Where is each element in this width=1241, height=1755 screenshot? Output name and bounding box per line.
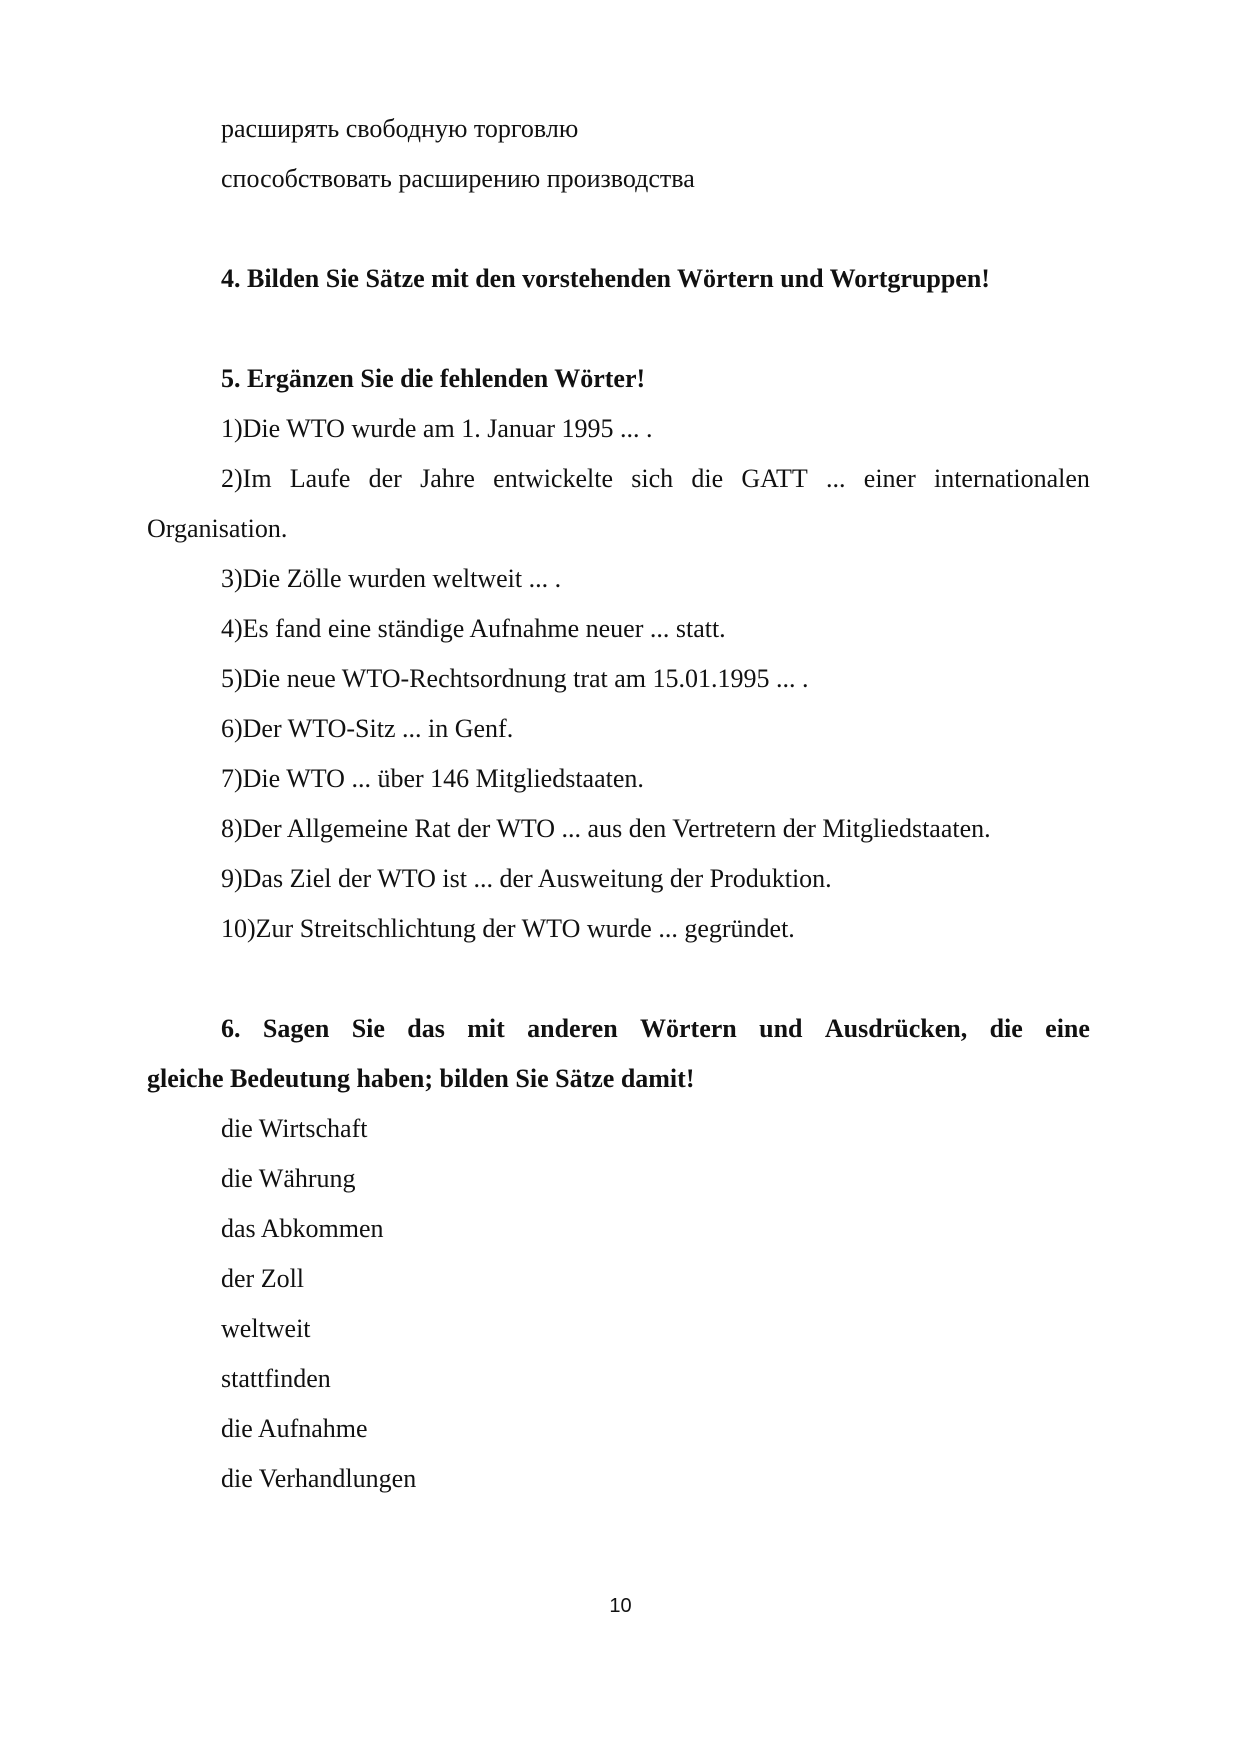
word: internationalen bbox=[933, 464, 1090, 493]
vocab-word: das Abkommen bbox=[221, 1214, 384, 1243]
word: anderen bbox=[527, 1014, 618, 1043]
exercise-item-7: 7)Die WTO ... über 146 Mitgliedstaaten. bbox=[221, 764, 644, 793]
word: GATT bbox=[741, 464, 808, 493]
word: sich bbox=[631, 464, 674, 493]
word: eine bbox=[1045, 1014, 1090, 1043]
exercise-item-9: 9)Das Ziel der WTO ist ... der Ausweitung der Produktion. bbox=[221, 864, 832, 893]
page-number: 10 bbox=[609, 1595, 632, 1617]
vocab-line: способствовать расширению производства bbox=[221, 164, 695, 193]
task-6-heading bbox=[221, 1013, 1090, 1045]
word: mit bbox=[467, 1014, 505, 1043]
word: das bbox=[407, 1014, 445, 1043]
word: einer bbox=[863, 464, 916, 493]
vocab-word: die Währung bbox=[221, 1164, 356, 1193]
exercise-item-8: 8)Der Allgemeine Rat der WTO ... aus den Vertretern der Mitgliedstaaten. bbox=[221, 814, 991, 843]
word: entwickelte bbox=[493, 464, 614, 493]
word: der bbox=[368, 464, 402, 493]
word: ... bbox=[826, 464, 846, 493]
task-4-heading: 4. Bilden Sie Sätze mit den vorstehenden Wörtern und Wortgruppen! bbox=[221, 264, 990, 293]
vocab-word: die Verhandlungen bbox=[221, 1464, 417, 1493]
word: Ausdrücken, bbox=[824, 1014, 968, 1043]
task-6-heading-continuation: gleiche Bedeutung haben; bilden Sie Sätze damit! bbox=[147, 1064, 695, 1093]
vocab-word: die Aufnahme bbox=[221, 1414, 368, 1443]
word: Sagen bbox=[262, 1014, 330, 1043]
word: die bbox=[691, 464, 724, 493]
exercise-item-5: 5)Die neue WTO-Rechtsordnung trat am 15.01.1995 ... . bbox=[221, 664, 809, 693]
word: und bbox=[759, 1014, 803, 1043]
exercise-item-1: 1)Die WTO wurde am 1. Januar 1995 ... . bbox=[221, 414, 653, 443]
exercise-item-2-continuation: Organisation. bbox=[147, 514, 288, 543]
word: die bbox=[989, 1014, 1023, 1043]
word: Laufe bbox=[289, 464, 351, 493]
vocab-word: die Wirtschaft bbox=[221, 1114, 368, 1143]
vocab-word: weltweit bbox=[221, 1314, 311, 1343]
word: Sie bbox=[351, 1014, 385, 1043]
exercise-item-2 bbox=[221, 463, 1090, 495]
task-5-heading: 5. Ergänzen Sie die fehlenden Wörter! bbox=[221, 364, 646, 393]
word: 2)Im bbox=[221, 464, 272, 493]
word: Wörtern bbox=[640, 1014, 737, 1043]
word: Jahre bbox=[420, 464, 475, 493]
exercise-item-6: 6)Der WTO-Sitz ... in Genf. bbox=[221, 714, 514, 743]
exercise-item-4: 4)Es fand eine ständige Aufnahme neuer ... statt. bbox=[221, 614, 726, 643]
word: 6. bbox=[221, 1014, 241, 1043]
vocab-word: stattfinden bbox=[221, 1364, 331, 1393]
exercise-item-3: 3)Die Zölle wurden weltweit ... . bbox=[221, 564, 562, 593]
vocab-word: der Zoll bbox=[221, 1264, 305, 1293]
vocab-line: расширять свободную торговлю bbox=[221, 114, 579, 143]
exercise-item-10: 10)Zur Streitschlichtung der WTO wurde ... gegründet. bbox=[221, 914, 795, 943]
